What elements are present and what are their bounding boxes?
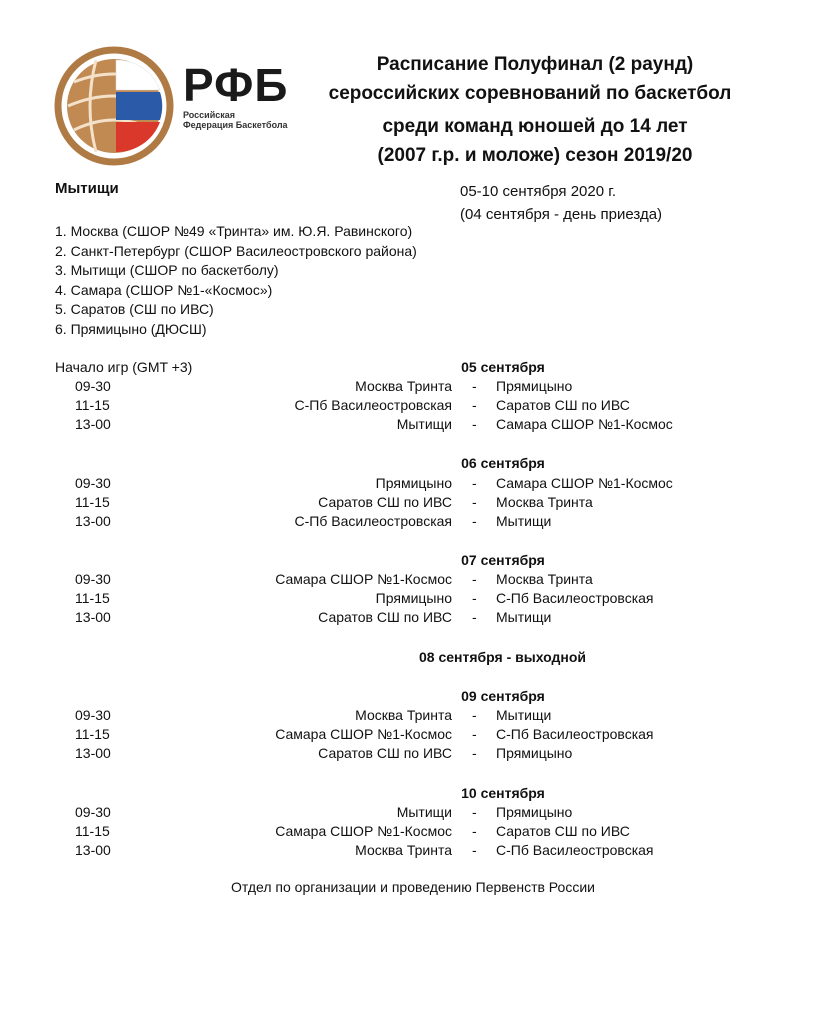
game-row [0, 513, 826, 533]
game-row [0, 571, 826, 591]
game-row [0, 745, 826, 765]
vs-dash: - [472, 494, 477, 510]
vs-dash: - [472, 378, 477, 394]
brand-subtitle-line-2: Федерация Баскетбола [183, 120, 288, 130]
vs-dash: - [472, 475, 477, 491]
day-title: 07 сентября [461, 552, 545, 568]
away-team: Москва Тринта [496, 571, 593, 587]
game-row [0, 804, 826, 824]
day-title: 10 сентября [461, 785, 545, 801]
game-time: 11-15 [75, 494, 110, 510]
game-row [0, 823, 826, 843]
home-team: С-Пб Василеостровская [294, 397, 452, 413]
team-item: 4. Самара (СШОР №1-«Космос») [55, 281, 273, 298]
vs-dash: - [472, 842, 477, 858]
title-line-2: сероссийских соревнований по баскетбол [328, 83, 732, 104]
home-team: Москва Тринта [355, 707, 452, 723]
title-line-4: (2007 г.р. и моложе) сезон 2019/20 [377, 145, 693, 166]
vs-dash: - [472, 571, 477, 587]
game-row [0, 397, 826, 417]
day-title: 05 сентября [461, 359, 545, 375]
brand [183, 59, 289, 130]
game-time: 13-00 [75, 416, 111, 432]
game-time: 11-15 [75, 590, 110, 606]
away-team: С-Пб Василеостровская [496, 590, 654, 606]
brand-subtitle-line-1: Российская [183, 110, 236, 120]
home-team: Мытищи [396, 804, 452, 820]
game-time: 11-15 [75, 397, 110, 413]
game-time: 13-00 [75, 609, 111, 625]
game-time: 13-00 [75, 513, 111, 529]
team-item: 3. Мытищи (СШОР по баскетболу) [55, 262, 279, 278]
away-team: С-Пб Василеостровская [496, 842, 654, 858]
game-row [0, 475, 826, 495]
home-team: Москва Тринта [355, 378, 452, 394]
vs-dash: - [472, 745, 477, 761]
vs-dash: - [472, 804, 477, 820]
away-team: Прямицыно [496, 378, 573, 394]
day-title: 06 сентября [461, 455, 545, 471]
vs-dash: - [472, 397, 477, 413]
rest-day-title: 08 сентября - выходной [418, 649, 586, 665]
vs-dash: - [472, 416, 477, 432]
home-team: Саратов СШ по ИВС [318, 494, 452, 510]
arrival-note: (04 сентября - день приезда) [460, 206, 663, 223]
away-team: С-Пб Василеостровская [496, 726, 654, 742]
tournament-dates: 05-10 сентября 2020 г. [460, 183, 617, 200]
venue-dates [460, 180, 662, 226]
game-time: 09-30 [75, 707, 111, 723]
vs-dash: - [472, 609, 477, 625]
home-team: Москва Тринта [355, 842, 452, 858]
away-team: Москва Тринта [496, 494, 593, 510]
away-team: Мытищи [496, 609, 552, 625]
team-item: 2. Санкт-Петербург (СШОР Василеостровского района) [55, 242, 417, 259]
home-team: Мытищи [396, 416, 452, 432]
document-title [300, 50, 770, 170]
game-time: 09-30 [75, 475, 111, 491]
game-row [0, 494, 826, 514]
home-team: Самара СШОР №1-Космос [275, 823, 452, 839]
team-item: 1. Москва (СШОР №49 «Тринта» им. Ю.Я. Равинского) [55, 223, 413, 239]
game-row [0, 842, 826, 862]
home-team: С-Пб Василеостровская [294, 513, 452, 529]
home-team: Прямицыно [375, 475, 452, 491]
game-time: 11-15 [75, 823, 110, 839]
vs-dash: - [472, 707, 477, 723]
game-row [0, 726, 826, 746]
away-team: Мытищи [496, 707, 552, 723]
game-row [0, 707, 826, 727]
vs-dash: - [472, 513, 477, 529]
away-team: Прямицыно [496, 804, 573, 820]
away-team: Самара СШОР №1-Космос [496, 475, 673, 491]
game-time: 13-00 [75, 842, 111, 858]
game-time: 11-15 [75, 726, 110, 742]
schedule-label: Начало игр (GMT +3) [55, 359, 193, 375]
game-row [0, 590, 826, 610]
home-team: Прямицыно [375, 590, 452, 606]
teams-list [55, 222, 417, 339]
vs-dash: - [472, 590, 477, 606]
game-time: 13-00 [75, 745, 111, 761]
venue-city: Мытищи [55, 180, 119, 197]
vs-dash: - [472, 823, 477, 839]
rfb-logo [54, 46, 174, 166]
away-team: Прямицыно [496, 745, 573, 761]
game-time: 09-30 [75, 804, 111, 820]
away-team: Мытищи [496, 513, 552, 529]
game-time: 09-30 [75, 378, 111, 394]
team-item: 5. Саратов (СШ по ИВС) [55, 301, 214, 317]
title-line-1: Расписание Полуфинал (2 раунд) [376, 54, 694, 75]
brand-name: РФБ [183, 59, 289, 111]
game-row [0, 416, 826, 436]
vs-dash: - [472, 726, 477, 742]
footer-department: Отдел по организации и проведению Первенств России [231, 879, 595, 895]
home-team: Самара СШОР №1-Космос [275, 571, 452, 587]
away-team: Саратов СШ по ИВС [496, 823, 630, 839]
away-team: Самара СШОР №1-Космос [496, 416, 673, 432]
game-row [0, 378, 826, 398]
team-item: 6. Прямицыно (ДЮСШ) [55, 320, 207, 337]
game-row [0, 609, 826, 629]
home-team: Саратов СШ по ИВС [318, 745, 452, 761]
title-line-3: среди команд юношей до 14 лет [382, 116, 688, 137]
home-team: Саратов СШ по ИВС [318, 609, 452, 625]
day-title: 09 сентября [461, 688, 545, 704]
away-team: Саратов СШ по ИВС [496, 397, 630, 413]
game-time: 09-30 [75, 571, 111, 587]
home-team: Самара СШОР №1-Космос [275, 726, 452, 742]
